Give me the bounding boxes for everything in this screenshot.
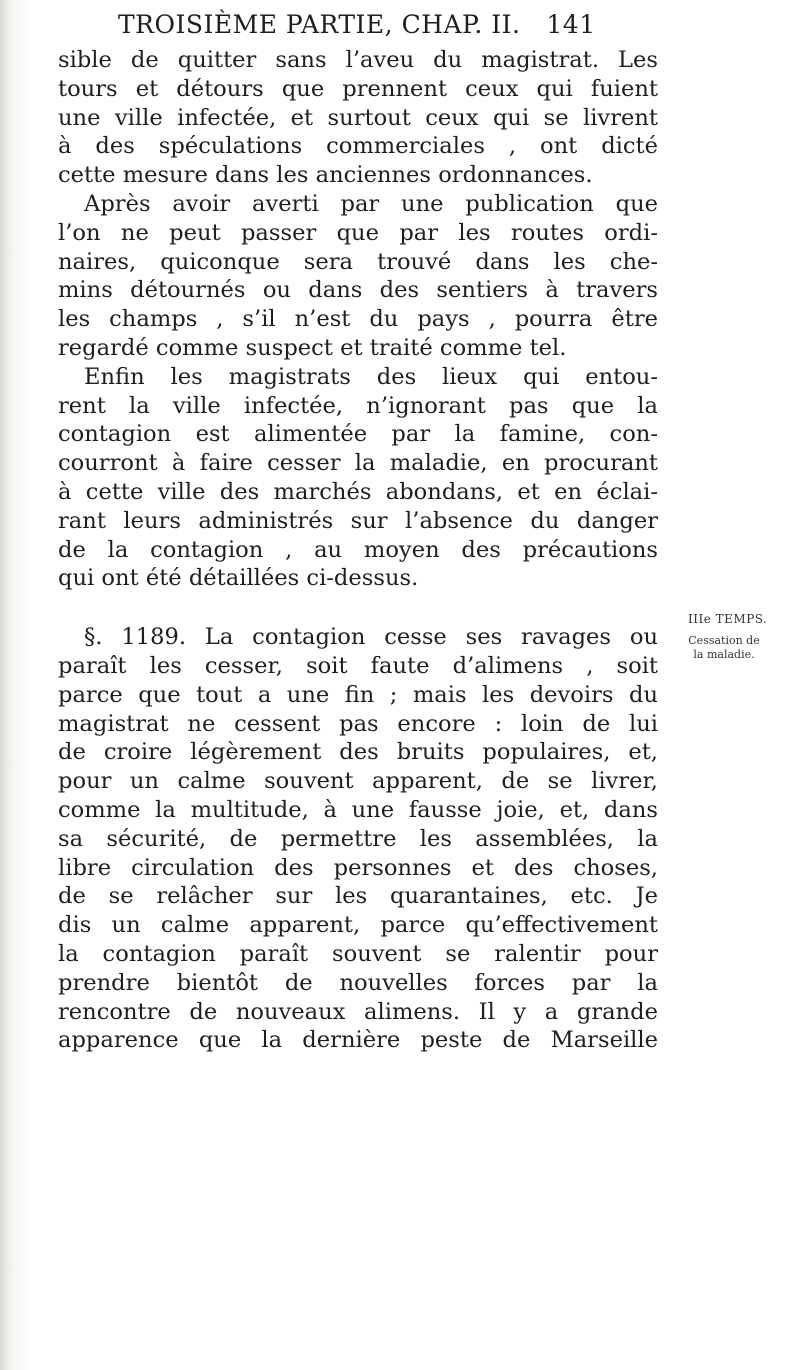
text-line: dis un calme apparent, parce qu’effectivement — [58, 912, 658, 939]
page-number: 141 — [546, 10, 596, 39]
text-line: la contagion paraît souvent se ralentir pour — [58, 940, 658, 967]
text-line: paraît les cesser, soit faute d’alimens , soit — [58, 652, 658, 679]
body-text — [58, 46, 658, 1055]
text-line: parce que tout a une fin ; mais les devoirs du — [58, 681, 658, 708]
text-line: les champs , s’il n’est du pays , pourra être — [58, 306, 658, 333]
text-line: §. 1189. La contagion cesse ses ravages ou — [84, 624, 658, 651]
text-line: mins détournés ou dans des sentiers à travers — [58, 277, 658, 304]
margin-note — [688, 612, 796, 662]
text-line: à des spéculations commerciales , ont dicté — [58, 133, 658, 160]
margin-note-heading: IIIe TEMPS. — [688, 612, 768, 626]
text-line: regardé comme suspect et traité comme tel. — [58, 334, 567, 361]
text-line: de la contagion , au moyen des précautions — [58, 536, 658, 563]
margin-note-body: Cessation de la maladie. — [688, 634, 760, 661]
text-line: comme la multitude, à une fausse joie, et, dans — [58, 796, 658, 823]
running-title: TROISIÈME PARTIE, CHAP. II. — [118, 10, 521, 39]
text-line: libre circulation des personnes et des choses, — [58, 854, 658, 881]
text-line: rencontre de nouveaux alimens. Il y a grande — [58, 998, 658, 1025]
text-line: sible de quitter sans l’aveu du magistrat. Les — [58, 47, 658, 73]
text-line: qui ont été détaillées ci-dessus. — [58, 565, 419, 592]
text-line: sa sécurité, de permettre les assemblées, la — [58, 825, 658, 852]
text-line: l’on ne peut passer que par les routes ordi- — [58, 219, 658, 246]
text-line: rant leurs administrés sur l’absence du danger — [58, 507, 658, 534]
text-line: à cette ville des marchés abondans, et en éclai- — [58, 478, 658, 505]
paragraph-1 — [58, 46, 658, 593]
text-line: rent la ville infectée, n’ignorant pas que la — [58, 392, 658, 419]
paragraph-2 — [58, 623, 658, 1055]
text-line: Après avoir averti par une publication que — [84, 190, 658, 217]
text-line: une ville infectée, et surtout ceux qui se livrent — [58, 104, 658, 131]
text-line: apparence que la dernière peste de Marseille — [58, 1027, 658, 1054]
text-line: courront à faire cesser la maladie, en procurant — [58, 450, 658, 477]
text-line: de se relâcher sur les quarantaines, etc. Je — [58, 883, 658, 910]
paragraph-gap — [58, 593, 658, 623]
text-line: cette mesure dans les anciennes ordonnances. — [58, 162, 593, 189]
text-line: contagion est alimentée par la famine, con- — [58, 421, 658, 448]
running-header — [118, 10, 678, 39]
text-line: prendre bientôt de nouvelles forces par la — [58, 969, 658, 996]
text-line: pour un calme souvent apparent, de se livrer, — [58, 768, 658, 795]
text-line: Enfin les magistrats des lieux qui entou- — [84, 363, 658, 390]
text-line: naires, quiconque sera trouvé dans les che- — [58, 248, 658, 275]
text-line: tours et détours que prennent ceux qui fuient — [58, 75, 658, 102]
text-line: magistrat ne cessent pas encore : loin de lui — [58, 710, 658, 737]
text-line: de croire légèrement des bruits populaires, et, — [58, 739, 658, 766]
